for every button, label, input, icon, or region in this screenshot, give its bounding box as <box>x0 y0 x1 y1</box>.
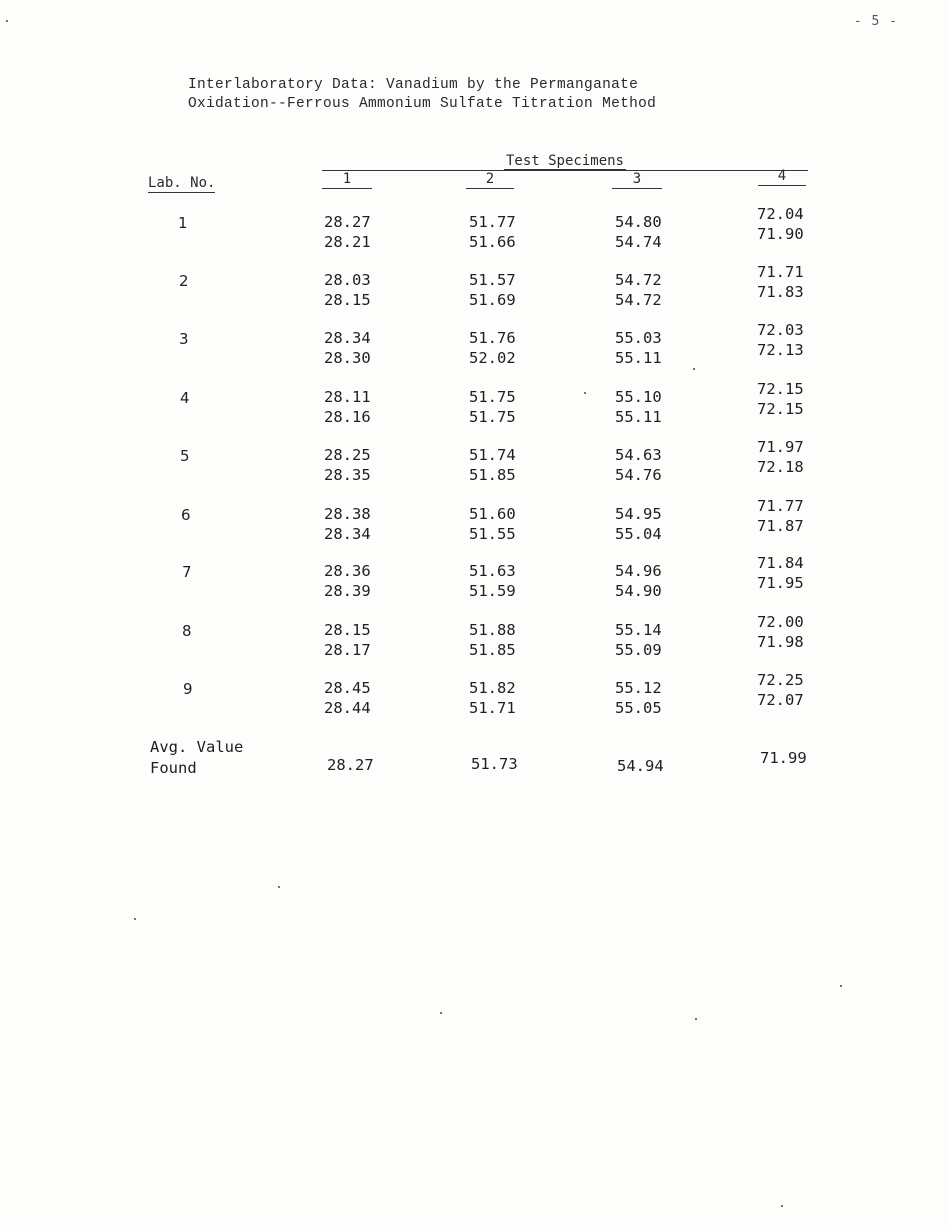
lab-number: 6 <box>181 506 191 524</box>
table-cell: 54.96 <box>615 562 662 580</box>
table-cell: 51.85 <box>469 466 516 484</box>
table-cell: 51.59 <box>469 582 516 600</box>
table-cell: 28.16 <box>324 408 371 426</box>
table-cell: 28.45 <box>324 679 371 697</box>
table-cell: 51.76 <box>469 329 516 347</box>
table-cell: 72.07 <box>757 691 804 709</box>
table-cell: 71.97 <box>757 438 804 456</box>
table-cell: 71.77 <box>757 497 804 515</box>
table-cell: 28.25 <box>324 446 371 464</box>
column-header-3: 3 <box>612 170 662 189</box>
average-value-col2: 51.73 <box>471 755 518 773</box>
table-cell: 51.88 <box>469 621 516 639</box>
table-cell: 54.80 <box>615 213 662 231</box>
table-cell: 55.09 <box>615 641 662 659</box>
table-cell: 55.05 <box>615 699 662 717</box>
lab-number: 3 <box>179 330 189 348</box>
table-cell: 55.03 <box>615 329 662 347</box>
table-cell: 71.87 <box>757 517 804 535</box>
table-cell: 71.90 <box>757 225 804 243</box>
table-cell: 51.77 <box>469 213 516 231</box>
table-cell: 28.03 <box>324 271 371 289</box>
title-line-2: Oxidation--Ferrous Ammonium Sulfate Titration Method <box>188 96 657 112</box>
table-cell: 51.82 <box>469 679 516 697</box>
table-cell: 28.15 <box>324 621 371 639</box>
column-header-4: 4 <box>758 167 806 186</box>
scan-speck <box>6 20 8 22</box>
table-cell: 55.11 <box>615 408 662 426</box>
lab-number: 7 <box>182 563 192 581</box>
column-header-1: 1 <box>322 170 372 189</box>
page-number: - 5 - <box>853 14 898 29</box>
table-cell: 28.35 <box>324 466 371 484</box>
table-cell: 51.85 <box>469 641 516 659</box>
table-cell: 28.36 <box>324 562 371 580</box>
table-cell: 51.66 <box>469 233 516 251</box>
scan-speck <box>440 1012 442 1014</box>
table-cell: 51.55 <box>469 525 516 543</box>
table-cell: 28.11 <box>324 388 371 406</box>
table-cell: 55.04 <box>615 525 662 543</box>
table-cell: 72.15 <box>757 400 804 418</box>
table-cell: 51.74 <box>469 446 516 464</box>
table-cell: 54.72 <box>615 291 662 309</box>
table-cell: 72.00 <box>757 613 804 631</box>
table-cell: 71.95 <box>757 574 804 592</box>
lab-number: 5 <box>180 447 190 465</box>
table-cell: 28.15 <box>324 291 371 309</box>
table-cell: 72.13 <box>757 341 804 359</box>
table-cell: 71.71 <box>757 263 804 281</box>
average-value-col3: 54.94 <box>617 757 664 775</box>
table-cell: 51.60 <box>469 505 516 523</box>
scan-speck <box>278 886 280 888</box>
table-cell: 28.21 <box>324 233 371 251</box>
lab-number: 4 <box>180 389 190 407</box>
table-cell: 71.83 <box>757 283 804 301</box>
average-value-col1: 28.27 <box>327 756 374 774</box>
test-specimens-header: Test Specimens <box>505 153 624 169</box>
table-cell: 28.30 <box>324 349 371 367</box>
scan-speck <box>693 368 695 370</box>
test-specimens-rule <box>322 170 808 171</box>
table-cell: 54.95 <box>615 505 662 523</box>
scan-speck <box>134 918 136 920</box>
table-cell: 28.38 <box>324 505 371 523</box>
table-cell: 54.90 <box>615 582 662 600</box>
table-cell: 54.72 <box>615 271 662 289</box>
table-cell: 72.18 <box>757 458 804 476</box>
table-cell: 54.74 <box>615 233 662 251</box>
table-cell: 51.71 <box>469 699 516 717</box>
table-cell: 28.17 <box>324 641 371 659</box>
lab-number: 8 <box>182 622 192 640</box>
scan-speck <box>781 1205 783 1207</box>
table-cell: 72.25 <box>757 671 804 689</box>
table-cell: 71.98 <box>757 633 804 651</box>
table-cell: 72.15 <box>757 380 804 398</box>
table-cell: 51.69 <box>469 291 516 309</box>
table-cell: 54.63 <box>615 446 662 464</box>
document-title <box>188 76 656 114</box>
table-cell: 28.27 <box>324 213 371 231</box>
table-cell: 51.63 <box>469 562 516 580</box>
scan-speck <box>840 985 842 987</box>
table-cell: 51.75 <box>469 388 516 406</box>
table-cell: 51.75 <box>469 408 516 426</box>
table-cell: 28.44 <box>324 699 371 717</box>
table-cell: 71.84 <box>757 554 804 572</box>
lab-number-header: Lab. No. <box>148 175 216 191</box>
scan-speck <box>695 1018 697 1020</box>
table-cell: 28.34 <box>324 525 371 543</box>
average-value-col4: 71.99 <box>760 749 807 767</box>
column-header-2: 2 <box>466 170 514 189</box>
table-cell: 72.04 <box>757 205 804 223</box>
table-cell: 28.39 <box>324 582 371 600</box>
scan-speck <box>584 392 586 394</box>
table-cell: 28.34 <box>324 329 371 347</box>
table-cell: 55.10 <box>615 388 662 406</box>
table-cell: 55.12 <box>615 679 662 697</box>
lab-number: 1 <box>178 214 188 232</box>
table-cell: 51.57 <box>469 271 516 289</box>
table-cell: 55.11 <box>615 349 662 367</box>
lab-number: 9 <box>183 680 193 698</box>
table-cell: 55.14 <box>615 621 662 639</box>
lab-number: 2 <box>179 272 189 290</box>
table-cell: 54.76 <box>615 466 662 484</box>
table-cell: 72.03 <box>757 321 804 339</box>
table-cell: 52.02 <box>469 349 516 367</box>
average-label: Avg. Value Found <box>150 738 244 777</box>
title-line-1: Interlaboratory Data: Vanadium by the Permanganate <box>188 77 639 93</box>
